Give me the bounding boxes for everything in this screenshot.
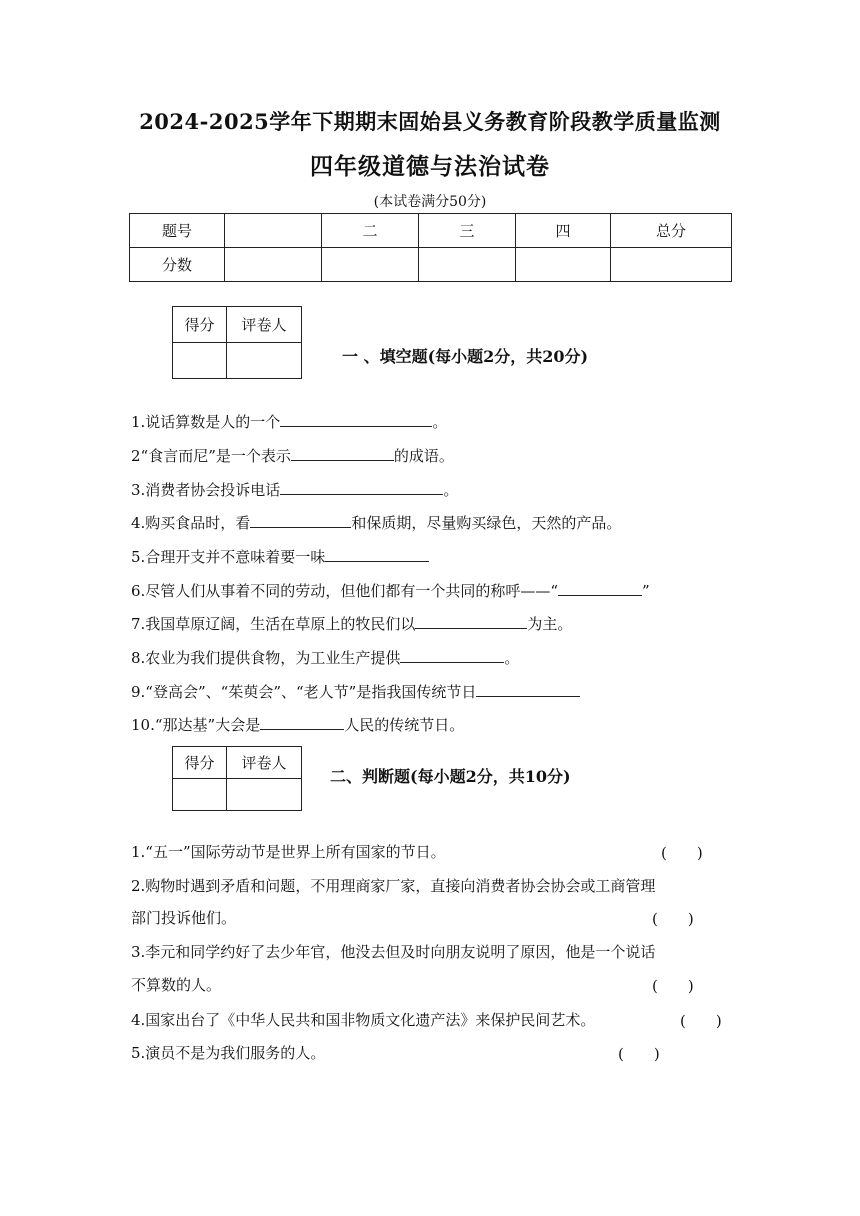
- grader-name-cell[interactable]: [227, 343, 302, 379]
- fill-in-question: [131, 612, 572, 634]
- question-text: 3.消费者协会投诉电话: [131, 481, 281, 499]
- score-table-cell: 四: [516, 214, 611, 248]
- score-entry-cell[interactable]: [516, 248, 611, 282]
- question-text: 1.说话算数是人的一个: [131, 413, 281, 431]
- grader-box: [172, 306, 302, 379]
- fill-in-question: [131, 646, 519, 668]
- fill-in-question: [131, 713, 464, 735]
- answer-parentheses[interactable]: ( ): [661, 844, 703, 862]
- score-table-header-row: [130, 214, 732, 248]
- question-text: 。: [504, 649, 520, 667]
- section-heading-true-false: 二、判断题(每小题2分，共10分): [330, 767, 571, 786]
- score-table-cell: 总分: [611, 214, 732, 248]
- fill-in-question: [131, 545, 429, 567]
- exam-subject-title: 四年级道德与法治试卷: [310, 153, 550, 180]
- true-false-question: 1.“五一”国际劳动节是世界上所有国家的节日。: [131, 843, 446, 861]
- question-text: 。: [443, 481, 459, 499]
- answer-parentheses[interactable]: ( ): [652, 910, 694, 928]
- grader-name-label: 评卷人: [227, 307, 302, 343]
- question-text: ”: [641, 582, 650, 600]
- question-text: 7.我国草原辽阔，生活在草原上的牧民们以: [131, 615, 416, 633]
- score-table-cell: 题号: [130, 214, 225, 248]
- score-entry-cell[interactable]: [419, 248, 516, 282]
- score-table-cell: [225, 214, 322, 248]
- score-table-cell: 分数: [130, 248, 225, 282]
- true-false-question: 5.演员不是为我们服务的人。: [131, 1044, 326, 1062]
- score-table-cell: 三: [419, 214, 516, 248]
- full-score-note: (本试卷满分50分): [373, 194, 487, 210]
- grader-box: [172, 746, 302, 811]
- answer-blank[interactable]: [400, 646, 504, 663]
- grader-score-cell[interactable]: [173, 779, 227, 811]
- grader-name-cell[interactable]: [227, 779, 302, 811]
- section-heading-fill-in: 一 、填空题(每小题2分，共20分): [342, 347, 589, 366]
- question-text: 人民的传统节日。: [344, 716, 465, 734]
- true-false-question: 4.国家出台了《中华人民共和国非物质文化遗产法》来保护民间艺术。: [131, 1011, 596, 1029]
- answer-blank[interactable]: [250, 511, 351, 528]
- answer-parentheses[interactable]: ( ): [680, 1012, 722, 1030]
- answer-parentheses[interactable]: ( ): [652, 977, 694, 995]
- question-text: 9.“登高会”、“茱萸会”、“老人节”是指我国传统节日: [131, 683, 477, 701]
- true-false-question-continued: 不算数的人。: [131, 976, 222, 994]
- answer-blank[interactable]: [558, 579, 642, 596]
- answer-parentheses[interactable]: ( ): [618, 1045, 660, 1063]
- question-text: 的成语。: [393, 447, 454, 465]
- fill-in-question: [131, 579, 650, 601]
- answer-blank[interactable]: [415, 612, 527, 629]
- question-text: 10.“那达基”大会是: [131, 716, 261, 734]
- fill-in-question: [131, 680, 580, 702]
- question-text: 2“食言而尼”是一个表示: [131, 447, 291, 465]
- score-entry-cell[interactable]: [225, 248, 322, 282]
- score-table: [129, 213, 732, 282]
- grader-score-label: 得分: [173, 307, 227, 343]
- question-text: 。: [432, 413, 448, 431]
- fill-in-question: [131, 478, 458, 500]
- fill-in-question: [131, 444, 454, 466]
- true-false-question: 3.李元和同学约好了去少年官，他没去但及时向朋友说明了原因，他是一个说话: [131, 943, 656, 961]
- grader-score-label: 得分: [173, 747, 227, 779]
- score-table-cell: 二: [322, 214, 419, 248]
- true-false-question-continued: 部门投诉他们。: [131, 909, 237, 927]
- question-text: 4.购买食品时，看: [131, 514, 251, 532]
- question-text: 为主。: [527, 615, 573, 633]
- question-text: 6.尽管人们从事着不同的劳动，但他们都有一个共同的称呼——“: [131, 582, 558, 600]
- question-text: 8.农业为我们提供食物，为工业生产提供: [131, 649, 401, 667]
- score-table-score-row: [130, 248, 732, 282]
- answer-blank[interactable]: [476, 680, 580, 697]
- exam-title: 2024-2025学年下期期末固始县义务教育阶段教学质量监测: [139, 109, 721, 134]
- question-text: 和保质期，尽量购买绿色，天然的产品。: [351, 514, 622, 532]
- grader-score-cell[interactable]: [173, 343, 227, 379]
- fill-in-question: [131, 511, 621, 533]
- fill-in-question: [131, 410, 447, 432]
- score-entry-cell[interactable]: [611, 248, 732, 282]
- true-false-question: 2.购物时遇到矛盾和问题，不用理商家厂家，直接向消费者协会协会或工商管理: [131, 877, 656, 895]
- answer-blank[interactable]: [260, 713, 344, 730]
- grader-name-label: 评卷人: [227, 747, 302, 779]
- score-entry-cell[interactable]: [322, 248, 419, 282]
- answer-blank[interactable]: [291, 444, 394, 461]
- answer-blank[interactable]: [280, 478, 443, 495]
- answer-blank[interactable]: [280, 410, 432, 427]
- answer-blank[interactable]: [325, 545, 429, 562]
- question-text: 5.合理开支并不意味着要一味: [131, 548, 326, 566]
